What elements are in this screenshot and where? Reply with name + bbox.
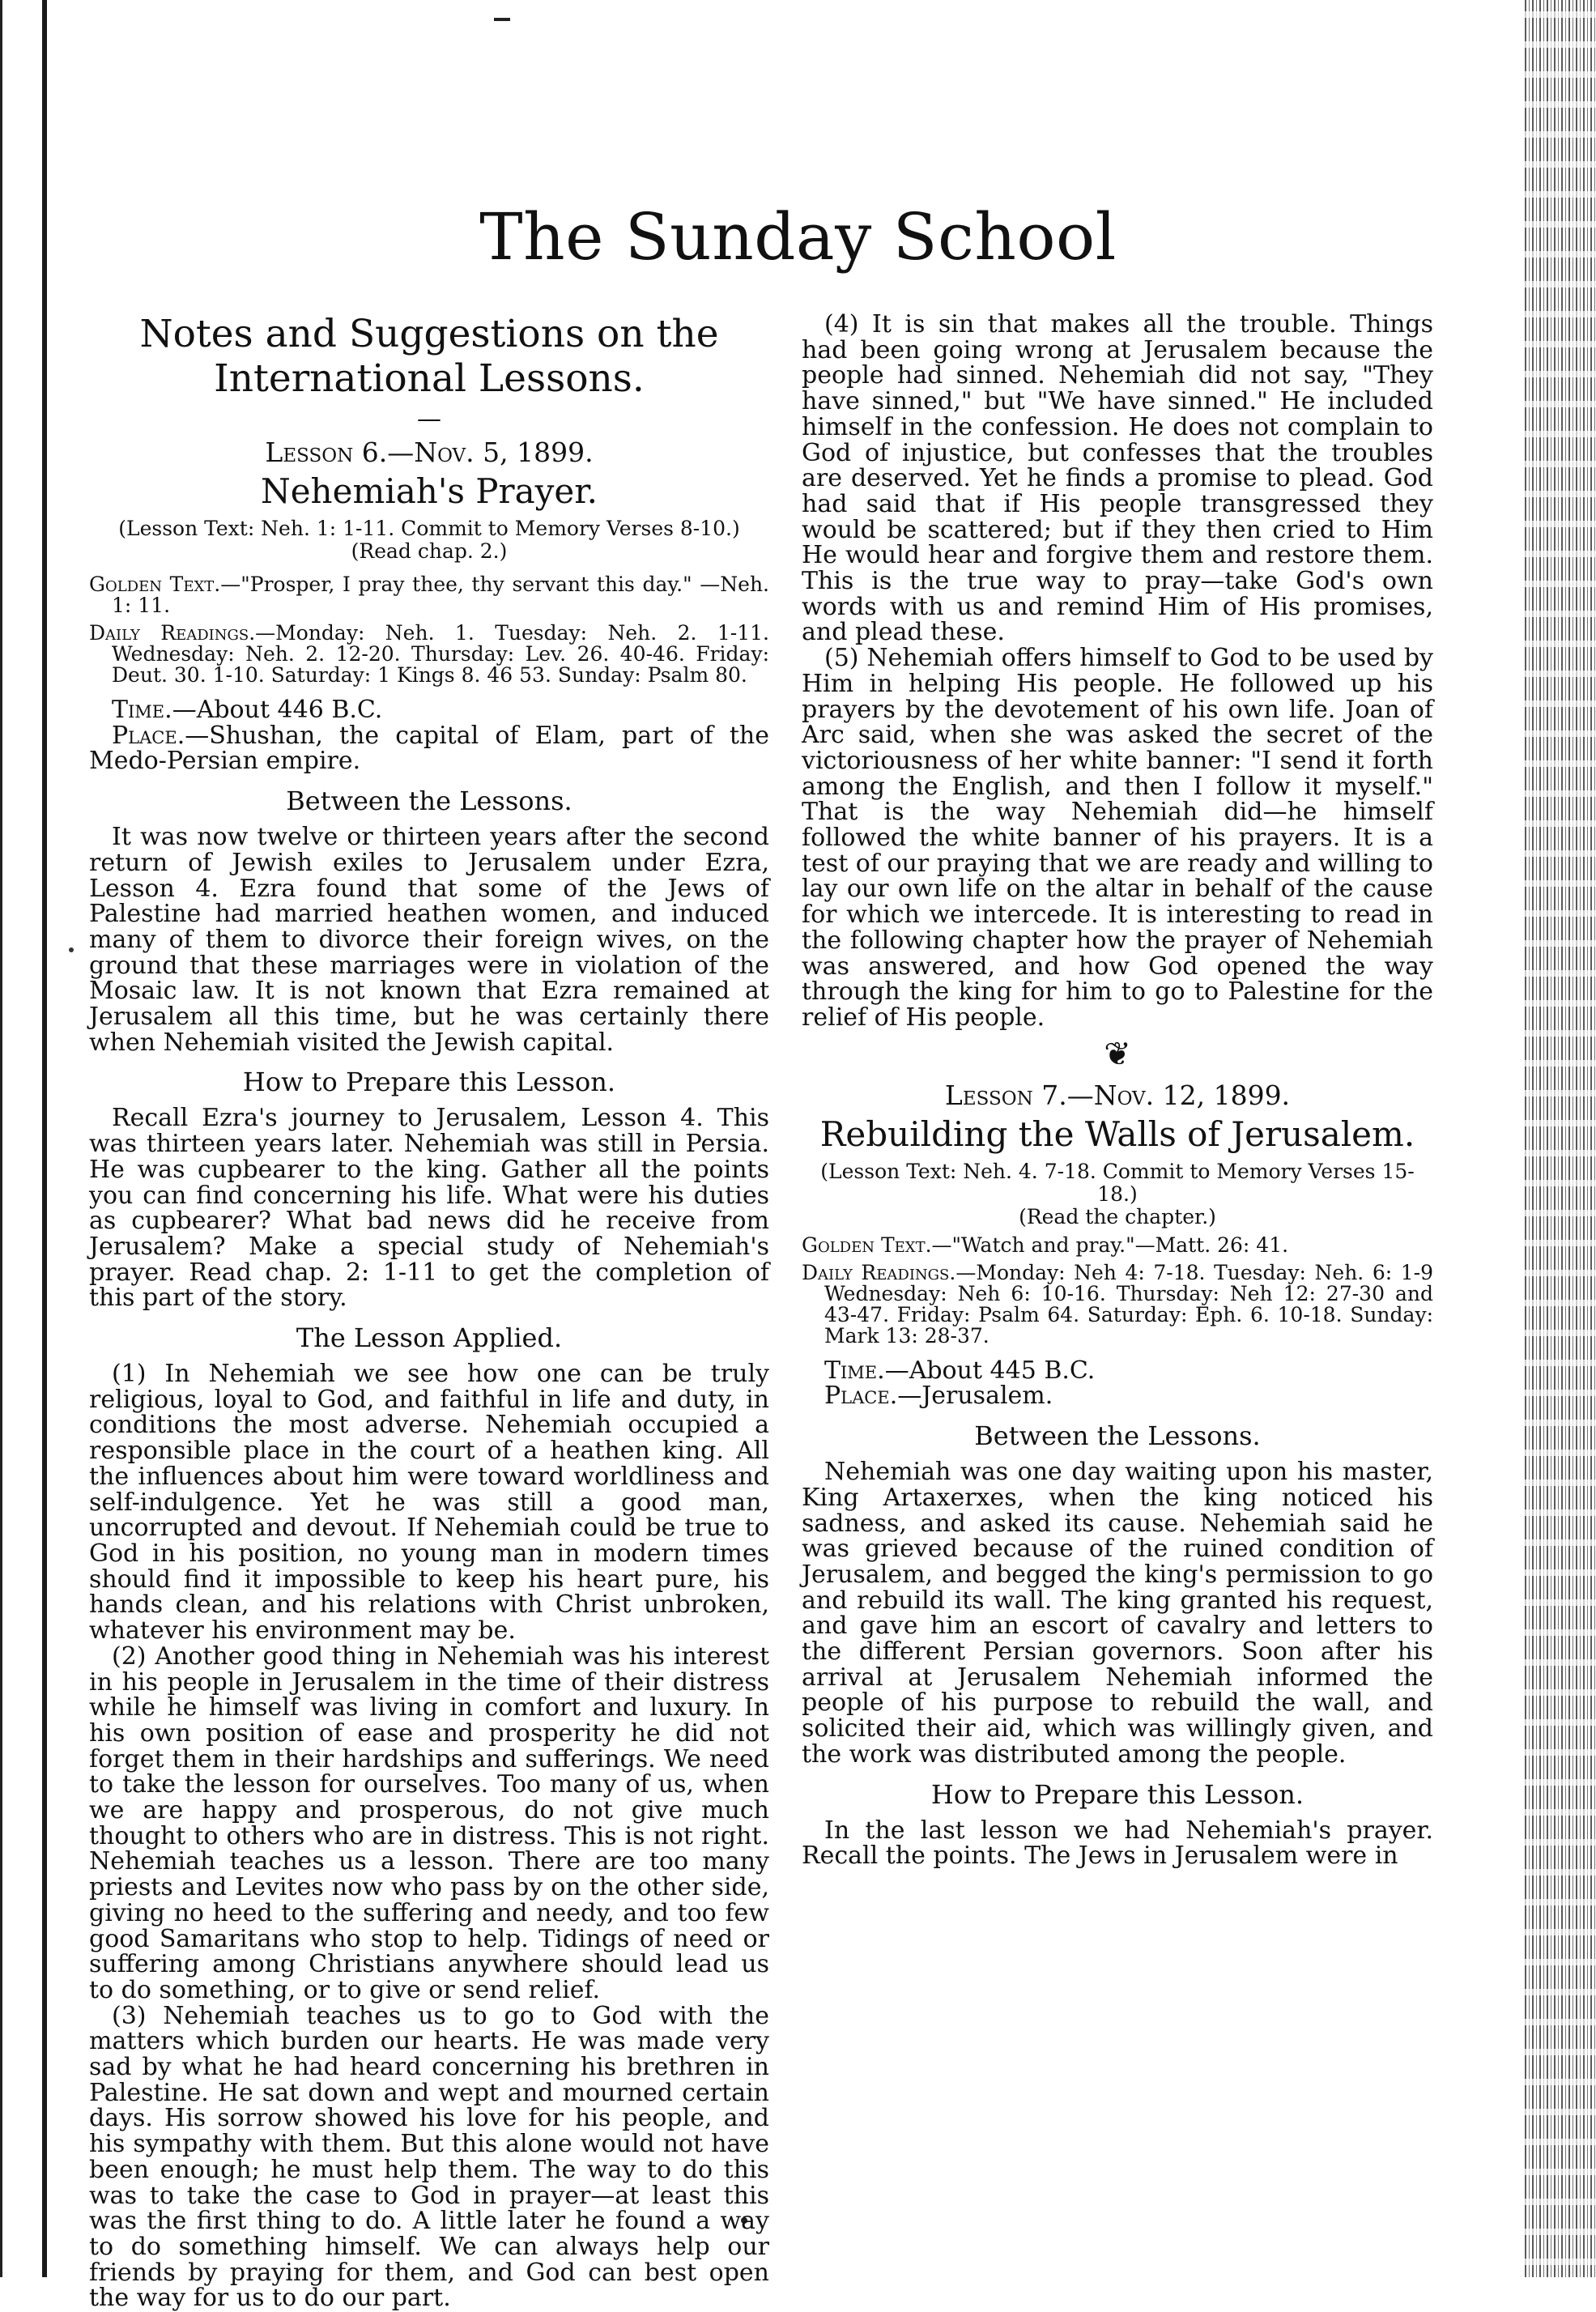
- page-masthead: The Sunday School: [479, 199, 1117, 275]
- lesson-6-applied-heading: The Lesson Applied.: [296, 1322, 563, 1354]
- lesson-6-read-note: (Read chap. 2.): [351, 539, 508, 563]
- golden-text-label: Golden Text.: [802, 1233, 932, 1257]
- lesson-7-prepare-text: In the last lesson we had Nehemiah's prayer. Recall the points. The Jews in Jerusalem were in: [802, 1816, 1433, 1871]
- daily-readings-body: —Monday: Neh 4: 7-18. Tuesday: Neh. 6: 1-9 Wednesday: Neh 6: 10-16. Thursday: Neh 12: 27-30 and 43-47. Friday: Psalm 64. Saturday: Eph. 6. 10-18. Sunday: Mark 13: 28-37.: [824, 1260, 1433, 1348]
- page-gutter-line: [42, 0, 47, 2277]
- daily-readings-body: —Monday: Neh. 1. Tuesday: Neh. 2. 1-11. Wednesday: Neh. 2. 12-20. Thursday: Lev. 26. 40-46. Friday: Deut. 30. 1-10. Saturday: 1 Kings 8. 46 53. Sunday: Psalm 80.: [112, 621, 769, 687]
- lesson-7-golden-text: [802, 1235, 1433, 1256]
- golden-text-label: Golden Text.: [89, 573, 221, 596]
- applied-point-4: (4) It is sin that makes all the trouble. Things had been going wrong at Jerusalem because the people had sinned. Nehemiah did not say, "They have sinned," but "We have sinned." He included himself in the confession. He does not complain to God of injustice, but confesses that the troubles are deserved. Yet he finds a promise to plead. God had said that if His people transgressed they would be scattered; but if they then cried to Him He would hear and forgive them and restore them. This is the true way to pray—take God's own words with us and remind Him of His promises, and plead these.: [802, 310, 1433, 647]
- daily-readings-label: Daily Readings.: [802, 1260, 956, 1284]
- applied-point-5: (5) Nehemiah offers himself to God to be used by Him in helping His people. He followed up his prayers by the devotement of his own life. Joan of Arc said, when she was asked the secret of the victoriousness of her white banner: "I send it forth among the English, and then I follow it myself." That is the way Nehemiah did—he himself followed the white banner of his prayers. It is a test of our praying that we are ready and willing to lay our own life on the altar in behalf of the cause for which we intercede. It is interesting to read in the following chapter how the prayer of Nehemiah was answered, and how God opened the way through the king for him to go to Palestine for the relief of His people.: [802, 644, 1433, 1032]
- place-value: —Shushan, the capital of Elam, part of the Medo-Persian empire.: [89, 721, 769, 776]
- lesson-7-number: Lesson 7.—Nov. 12, 1899.: [944, 1079, 1291, 1111]
- time-label: Time.: [112, 696, 172, 724]
- page-left-border: [0, 0, 2, 2277]
- lesson-7-between-text: Nehemiah was one day waiting upon his master, King Artaxerxes, when the king noticed his sadness, and asked its cause. Nehemiah said he was grieved because of the ruined condition of Jerusalem, and begged the king's permission to go and rebuild its wall. The king granted his request, and gave him an escort of cavalry and letters to the different Persian governors. Soon after his arrival at Jerusalem Nehemiah informed the people of his purpose to rebuild the wall, and solicited their aid, which was willingly given, and the work was distributed among the people.: [802, 1458, 1433, 1769]
- lesson-7-between-heading: Between the Lessons.: [974, 1420, 1261, 1452]
- golden-text-body: —"Watch and pray."—Matt. 26: 41.: [931, 1233, 1289, 1257]
- lesson-6-place: [89, 723, 769, 774]
- applied-point-2: (2) Another good thing in Nehemiah was his interest in his people in Jerusalem in the time of their distress while he himself was living in comfort and luxury. In his own position of ease and prosperity he did not forget them in their hardships and sufferings. We need to take the lesson for ourselves. Too many of us, when we are happy and prosperous, do not give much thought to others who are in distress. This is not right. Nehemiah teaches us a lesson. There are too many priests and Levites now who pass by on the other side, giving no heed to the suffering and needy, and too few good Samaritans who stop to help. Tidings of need or suffering among Christians anywhere should lead us to do something, or to give or send relief.: [89, 1641, 769, 2004]
- lesson-7-prepare-heading: How to Prepare this Lesson.: [930, 1778, 1304, 1810]
- title-rule: —: [417, 405, 441, 433]
- daily-readings-label: Daily Readings.: [89, 621, 256, 645]
- lesson-7-daily-readings: [802, 1262, 1433, 1347]
- time-value: —About 446 B.C.: [172, 696, 383, 724]
- left-column: [89, 312, 769, 2311]
- page-right-edge-texture: [1525, 0, 1596, 2277]
- applied-point-3: (3) Nehemiah teaches us to go to God with the matters which burden our hearts. He was made very sad by what he had heard concerning his brethren in Palestine. He sat down and wept and mourned certain days. His sorrow showed his love for his people, and his sympathy with them. But this alone would not have been enough; he must help them. The way to do this was to take the case to God in prayer—at least this was the first thing to do. A little later he found a way to do something himself. We can always help our friends by praying for them, and God can best open the way for us to do our part.: [89, 2001, 769, 2312]
- applied-point-1: (1) In Nehemiah we see how one can be truly religious, loyal to God, and faithful in life and duty, in conditions the most adverse. Nehemiah occupied a responsible place in the court of a heathen king. All the influences about him were toward worldliness and self-indulgence. Yet he was still a good man, uncorrupted and devout. If Nehemiah could be true to God in his position, no young man in modern times should find it impossible to keep his heart pure, his hands clean, and his relations with Christ unbroken, whatever his environment may be.: [89, 1360, 769, 1646]
- lesson-6-golden-text: [89, 574, 769, 616]
- scan-mark: [494, 18, 510, 21]
- golden-text-body: —"Prosper, I pray thee, thy servant this day." —Neh. 1: 11.: [112, 573, 770, 617]
- lesson-7-title: Rebuilding the Walls of Jerusalem.: [819, 1113, 1415, 1154]
- section-ornament: ❦: [1104, 1035, 1131, 1073]
- lesson-6-number: Lesson 6.—Nov. 5, 1899.: [265, 436, 594, 468]
- scan-speck: [69, 947, 74, 952]
- lesson-6-prepare-text: Recall Ezra's journey to Jerusalem, Lesson 4. This was thirteen years later. Nehemiah was still in Persia. He was cupbearer to the king. Gather all the points you can find concerning his life. What were his duties as cupbearer? What bad news did he receive from Jerusalem? Make a special study of Nehemiah's prayer. Read chap. 2: 1-11 to get the completion of this part of the story.: [89, 1104, 769, 1313]
- time-label: Time.: [824, 1356, 885, 1385]
- lesson-6-title: Nehemiah's Prayer.: [260, 471, 598, 511]
- place-label: Place.: [112, 721, 185, 750]
- time-value: —About 445 B.C.: [884, 1356, 1096, 1385]
- lesson-6-between-text: It was now twelve or thirteen years after the second return of Jewish exiles to Jerusalem under Ezra, Lesson 4. Ezra found that some of the Jews of Palestine had married heathen women, and induced many of them to divorce their foreign wives, on the ground that these marriages were in violation of the Mosaic law. It is not known that Ezra remained at Jerusalem all this time, but he was certainly there when Nehemiah visited the Jewish capital.: [89, 823, 769, 1057]
- lesson-6-time: [89, 697, 769, 723]
- lesson-7-text-reference: (Lesson Text: Neh. 4. 7-18. Commit to Memory Verses 15-18.): [820, 1159, 1415, 1206]
- lesson-7-place: [802, 1383, 1433, 1409]
- lesson-7-time: [802, 1358, 1433, 1384]
- article-title: Notes and Suggestions on the International Lessons.: [139, 312, 719, 401]
- right-column: [802, 312, 1433, 1869]
- lesson-7-read-note: (Read the chapter.): [1019, 1204, 1216, 1228]
- place-value: —Jerusalem.: [897, 1382, 1053, 1411]
- lesson-6-prepare-heading: How to Prepare this Lesson.: [242, 1067, 616, 1098]
- lesson-6-text-reference: (Lesson Text: Neh. 1: 1-11. Commit to Memory Verses 8-10.): [118, 517, 740, 540]
- lesson-6-between-heading: Between the Lessons.: [286, 786, 572, 817]
- lesson-6-daily-readings: [89, 623, 769, 686]
- place-label: Place.: [824, 1382, 898, 1411]
